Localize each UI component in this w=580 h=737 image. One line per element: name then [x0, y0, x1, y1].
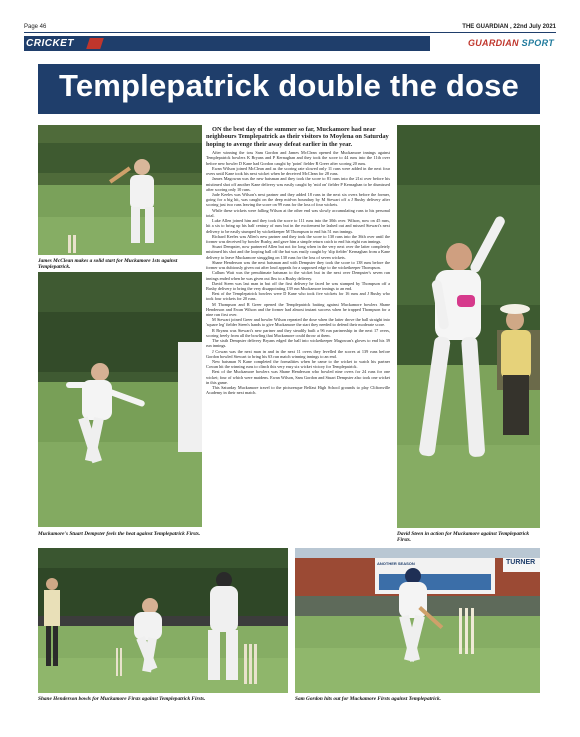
page-number: Page 46 — [24, 24, 47, 30]
photo-dempster — [38, 272, 202, 527]
article-paragraph: James Magowan was the new batsman and they took the score to 81 runs into the 21st over before his mistimed shot off another Kane delivery was easily caught by 'mid on' fielder P Kernaghan to be dismissed after scoring only 10 runs. — [206, 176, 390, 192]
article-paragraph: The sixth Dempster delivery Bryans edged the ball into wicketkeeper Magowan's gloves to end his 39 run innings. — [206, 338, 390, 349]
photo-steen — [397, 125, 540, 528]
article-lead: ON the best day of the summer so far, Muckamore had near neighbours Templepatrick as their visitors to Moylena on Saturday hoping to avenge their away defeat earlier in the year. — [206, 126, 389, 148]
sign-board: ANOTHER SEASON — [377, 561, 415, 566]
article-paragraph: J Cowan was the next man in and in the next 11 overs they levelled the scores at 139 runs before Gordon bowled Stewart to bring his 63 run match winning innings to an end. — [206, 348, 390, 359]
article-paragraph: Luke Allen joined him and they took the score to 111 runs into the 30th over. Wilson, now on 45 runs, hit a six to bring up his half century of runs but in the excitement he lashed out and missed Stewart's next delivery to be easily stumped by wicketkeeper M Thompson to end his 51 run innings. — [206, 218, 390, 234]
article-paragraph: M Stewart joined Greer and bowler Wilson repeated the dose when the latter drove the ball straight into 'square leg' fielder Steen's hands to give Muckamore the start they needed to defend their moderate score. — [206, 317, 390, 328]
article-paragraphs — [206, 150, 390, 395]
paper-date: THE GUARDIAN , 22nd July 2021 — [462, 24, 556, 30]
headline: Templepatrick double the dose — [59, 68, 519, 103]
photo-gordon — [295, 548, 540, 693]
article-body — [206, 126, 390, 396]
article-paragraph: David Steen was last man in but off the first delivery he faced he was stumped by Thompson off a Busby delivery to bring the very disappointing 139 run Muckamore innings to an end. — [206, 280, 390, 291]
article-paragraph: Jude Keeles was Wilson's next partner and they added 18 runs in the next six overs before the former, going for a big hit, was caught on the deep mid-on boundary by M Stewart off a J Busby delivery after scoring just two runs leaving the score on 99 runs for the loss of four wickets. — [206, 192, 390, 208]
article-paragraph: Shane Henderson was the next batsman and with Dempster they took the score to 138 runs before the former was dubiously given out after loud appeals for a supposed edge to the wicketkeeper Thompson. — [206, 259, 390, 271]
brand-main: GUARDIAN — [467, 38, 519, 48]
article-paragraph: Ewan Wilson joined McClean and as the scoring rate slowed only 11 runs were added in the next four overs until Kane took his next wicket when he deceived McClean for 28 runs. — [206, 165, 390, 177]
photo-henderson — [38, 548, 288, 693]
section-tag: CRICKET — [26, 38, 74, 49]
photo-mcclean — [38, 125, 202, 255]
brand-sport: SPORT — [521, 38, 554, 48]
caption-steen: David Steen in action for Muckamore against Templepatrick Firsts. — [397, 531, 530, 544]
caption-gordon: Sam Gordon hits out for Muckamore Firsts against Templepatrick. — [295, 696, 441, 702]
article-paragraph: New batsman N Kane completed the formalities when he came to the wicket to watch his partner Cowan hit the winning runs to clinch this very easy six wicket victory for Templepatrick. — [206, 359, 390, 370]
article-paragraph: Callum Watt was the penultimate batsman to the wicket but in the next over Dempster's seven run innings ended when he was given out lbw to a Busby delivery. — [206, 270, 390, 281]
brand-logo — [468, 38, 554, 48]
article-paragraph: Best of the Templepatrick bowlers were D Kane who took five wickets for 16 runs and J Busby who took four wickets for 20 runs. — [206, 291, 390, 302]
caption-mcclean: James McClean makes a solid start for Muckamore 1sts against Templepatrick. — [38, 258, 178, 271]
article-paragraph: R Bryans was Stewart's new partner and they steadily built a 96 run partnership in the next 17 overs, scoring freely from all the bowling that Muckamore could throw at them. — [206, 327, 390, 338]
article-paragraph: Stuart Dempster, now partnered Allen but not for long when in the very next over the latter completely mistimed his shot and the looping ball off the bat was easily caught by 'slip fielder' Kernaghan from a Kane delivery to leave Muckamore struggling on 130 runs for the loss of seven wickets. — [206, 244, 390, 260]
article-paragraph: Best of the Muckamore bowlers was Shane Henderson who bowled nine overs for 24 runs for one wicket; four of which were maidens. Ewan Wilson, Sam Gordon and Stuart Dempster also took one wicket in this game. — [206, 369, 390, 385]
caption-henderson: Shane Henderson bowls for Muckamore Firsts against Templepatrick Firsts. — [38, 696, 206, 702]
article-paragraph: Richard Keeles was Allen's new partner and they took the score to 130 runs into the 36th over until the former was deceived by bowler Busby, and gave him a simple return catch to end his eight run innings. — [206, 233, 390, 244]
article-paragraph: This Saturday Muckamore travel to the picturesque Belfast High School grounds to play Cliftonville Academy in their next match. — [206, 385, 390, 396]
caption-dempster: Muckamore's Stuart Dempster feels the heat against Templepatrick Firsts. — [38, 531, 201, 537]
article-paragraph: M Thompson and R Greer opened the Templepatrick batting against Muckamore bowlers Shane Henderson and Ewan Wilson and the former had almost instant success when he trapped Thompson for a nine run first over. — [206, 301, 390, 318]
article-paragraph: While these wickets were falling Wilson at the other end was slowly accumulating runs to his personal total. — [206, 207, 390, 218]
article-paragraph: After winning the toss Sam Gordon and James McClean opened the Muckamore innings against Templepatrick bowlers K Bryans and P Kernaghan and they took the score to 44 runs into the 11th over before new bowler D Kane had Gordon caught by 'point' fielder R Greer after scoring 20 runs. — [206, 150, 390, 166]
sign-turner: TURNER — [506, 559, 536, 566]
header-rule — [24, 32, 556, 33]
